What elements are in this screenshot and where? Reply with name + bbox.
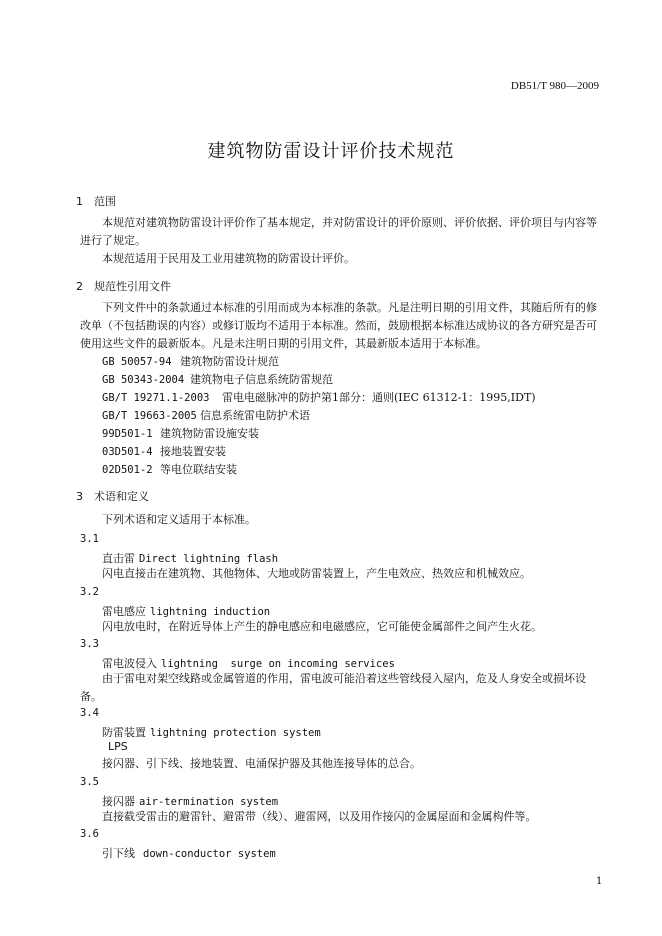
reference-code: 02D501-2 xyxy=(102,464,153,476)
term-definition: 接闪器、引下线、接地装置、电涌保护器及其他连接导体的总合。 xyxy=(102,757,421,770)
term-chinese: 引下线 xyxy=(102,847,135,860)
page-number: 1 xyxy=(596,876,603,887)
reference-item xyxy=(102,407,310,423)
term-number: 3.5 xyxy=(80,776,99,788)
term-number: 3.6 xyxy=(80,828,99,840)
term-english: lightning surge on incoming services xyxy=(161,658,395,670)
section-1-paragraph-2: 本规范适用于民用及工业用建筑物的防雷设计评价。 xyxy=(102,252,355,265)
term-chinese: 雷电波侵入 xyxy=(102,657,157,670)
term-english: lightning induction xyxy=(150,606,271,618)
section-3-heading xyxy=(76,488,149,504)
section-1-heading xyxy=(76,193,116,209)
section-2-paragraph-1: 下列文件中的条款通过本标准的引用而成为本标准的条款。凡是注明日期的引用文件，其随后所有的修改单（不包括勘误的内容）或修订版均不适用于本标准。然而，鼓励根据本标准达成协议的各方研究是否可使用这些文件的最新版本。凡是未注明日期的引用文件，其最新版本适用于本标准。 xyxy=(80,301,597,350)
term-english: air-termination system xyxy=(139,796,279,808)
term-number: 3.4 xyxy=(80,707,99,719)
reference-name: 建筑物防雷设施安装 xyxy=(160,427,259,440)
reference-item xyxy=(102,461,237,477)
section-2-heading xyxy=(76,278,171,294)
reference-item xyxy=(102,443,226,459)
reference-code: GB 50057-94 xyxy=(102,356,172,368)
section-number: 1 xyxy=(76,195,83,208)
term-definition: 直接截受雷击的避雷针、避雷带（线）、避雷网，以及用作接闪的金属屋面和金属构件等。 xyxy=(102,810,537,823)
reference-code: GB/T 19271.1-2003 xyxy=(102,392,210,404)
section-3-paragraph-1: 下列术语和定义适用于本标准。 xyxy=(102,513,256,526)
reference-code: GB 50343-2004 xyxy=(102,374,185,386)
reference-item xyxy=(102,425,259,441)
reference-name: 建筑物电子信息系统防雷规范 xyxy=(190,373,333,386)
reference-code: GB/T 19663-2005 xyxy=(102,410,197,422)
section-number: 3 xyxy=(76,490,83,503)
term-title xyxy=(102,550,278,566)
section-title: 规范性引用文件 xyxy=(94,280,171,293)
term-title xyxy=(102,845,276,861)
term-chinese: 接闪器 xyxy=(102,795,135,808)
term-title xyxy=(102,724,321,740)
reference-name: 建筑物防雷设计规范 xyxy=(180,355,279,368)
term-title xyxy=(102,793,278,809)
reference-name: 雷电电磁脉冲的防护第1部分：通则(IEC 61312-1：1995,IDT) xyxy=(222,391,536,404)
reference-item xyxy=(102,371,333,389)
reference-name: 信息系统雷电防护术语 xyxy=(200,409,310,422)
term-chinese: 雷电感应 xyxy=(102,605,146,618)
term-english: down-conductor system xyxy=(143,848,276,860)
section-title: 范围 xyxy=(94,195,116,208)
reference-item xyxy=(102,353,279,371)
reference-name: 接地装置安装 xyxy=(160,445,226,458)
document-title: 建筑物防雷设计评价技术规范 xyxy=(207,141,455,162)
section-number: 2 xyxy=(76,280,83,293)
section-title: 术语和定义 xyxy=(94,490,149,503)
term-definition: 由于雷电对架空线路或金属管道的作用，雷电波可能沿着这些管线侵入屋内，危及人身安全或损坏设备。 xyxy=(80,672,586,703)
term-chinese: 防雷装置 xyxy=(102,726,146,739)
reference-item xyxy=(102,389,536,405)
reference-code: 03D501-4 xyxy=(102,446,153,458)
term-title xyxy=(102,603,270,619)
reference-code: 99D501-1 xyxy=(102,428,153,440)
doc-number: DB51/T 980—2009 xyxy=(510,80,599,92)
term-number: 3.2 xyxy=(80,586,99,598)
reference-name: 等电位联结安装 xyxy=(160,463,237,476)
term-definition: 闪电放电时，在附近导体上产生的静电感应和电磁感应，它可能使金属部件之间产生火花。 xyxy=(102,620,542,633)
term-definition: 闪电直接击在建筑物、其他物体、大地或防雷装置上，产生电效应、热效应和机械效应。 xyxy=(102,567,531,580)
section-1-paragraph-1: 本规范对建筑物防雷设计评价作了基本规定，并对防雷设计的评价原则、评价依据、评价项目与内容等进行了规定。 xyxy=(80,216,597,247)
term-abbreviation: LPS xyxy=(108,740,128,753)
term-number: 3.1 xyxy=(80,533,99,545)
term-number: 3.3 xyxy=(80,638,99,650)
term-chinese: 直击雷 xyxy=(102,552,135,565)
term-title xyxy=(102,655,395,671)
term-english: Direct lightning flash xyxy=(139,553,279,565)
term-english: lightning protection system xyxy=(150,727,321,739)
